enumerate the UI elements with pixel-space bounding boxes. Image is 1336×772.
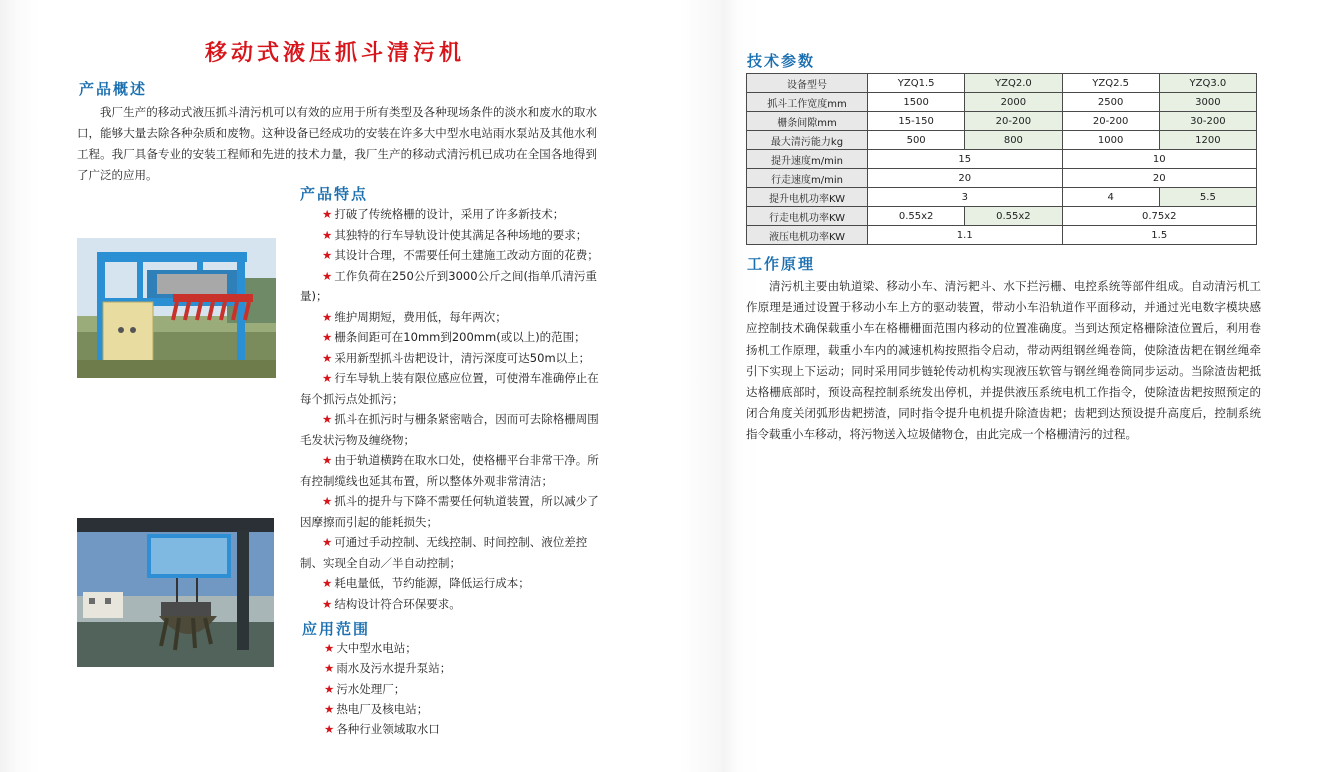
table-cell: 3000 bbox=[1159, 93, 1256, 112]
table-cell: 0.55x2 bbox=[868, 207, 965, 226]
row-label: 液压电机功率KW bbox=[747, 226, 868, 245]
table-cell: 0.55x2 bbox=[965, 207, 1062, 226]
overview-text: 我厂生产的移动式液压抓斗清污机可以有效的应用于所有类型及各种现场条件的淡水和废水的取水口，能够大量去除各种杂质和废物。这种设备已经成功的安装在许多大中型水电站雨水泵站及其他水利工程。我厂具备专业的安装工程师和先进的技术力量，我厂生产的移动式清污机已成功在全国各地得到了广泛的应用。 bbox=[77, 105, 597, 182]
principle-heading: 工作原理 bbox=[747, 255, 816, 273]
row-label: 提升速度m/min bbox=[747, 150, 868, 169]
table-cell: 10 bbox=[1062, 150, 1257, 169]
feature-item: ★ 采用新型抓斗齿耙设计，清污深度可达50m以上； bbox=[322, 350, 591, 365]
table-row bbox=[747, 74, 1257, 93]
table-cell: 1.5 bbox=[1062, 226, 1257, 245]
feature-item: ★ 维护周期短，费用低，每年两次； bbox=[322, 309, 507, 324]
star-icon: ★ bbox=[322, 309, 333, 324]
table-cell: 3 bbox=[868, 188, 1063, 207]
row-label: 最大清污能力kg bbox=[747, 131, 868, 150]
feature-item: ★ 可通过手动控制、无线控制、时间控制、液位差控制、实现全自动／半自动控制； bbox=[300, 535, 588, 570]
table-cell: YZQ3.0 bbox=[1159, 74, 1256, 93]
application-item: ★ 热电厂及核电站； bbox=[324, 701, 429, 716]
table-row bbox=[747, 207, 1257, 226]
feature-item: ★ 其设计合理，不需要任何土建施工改动方面的花费； bbox=[322, 248, 599, 262]
feature-item: ★ 结构设计符合环保要求。 bbox=[322, 596, 461, 611]
machine-photo bbox=[77, 238, 276, 378]
feature-item: ★ 抓斗在抓污时与栅条紧密啮合，因而可去除格栅周围毛发状污物及缠绕物； bbox=[300, 412, 599, 447]
overview-heading: 产品概述 bbox=[79, 80, 148, 98]
table-row bbox=[747, 226, 1257, 245]
feature-item: ★ 打破了传统格栅的设计，采用了许多新技术； bbox=[322, 207, 565, 221]
feature-item: ★ 其独特的行车导轨设计使其满足各种场地的要求； bbox=[322, 227, 588, 242]
table-row bbox=[747, 188, 1257, 207]
star-icon: ★ bbox=[322, 371, 333, 385]
features-heading: 产品特点 bbox=[300, 185, 369, 203]
table-row bbox=[747, 131, 1257, 150]
table-cell: 1500 bbox=[868, 93, 965, 112]
table-row bbox=[747, 112, 1257, 131]
table-cell: 2000 bbox=[965, 93, 1062, 112]
feature-item: ★ 工作负荷在250公斤到3000公斤之间(指单爪清污重量)； bbox=[300, 268, 598, 303]
row-label: 栅条间隙mm bbox=[747, 112, 868, 131]
star-icon: ★ bbox=[322, 412, 333, 426]
star-icon: ★ bbox=[322, 535, 333, 549]
row-label: 设备型号 bbox=[747, 74, 868, 93]
star-icon: ★ bbox=[322, 330, 333, 344]
table-cell: 15 bbox=[868, 150, 1063, 169]
principle-text: 清污机主要由轨道梁、移动小车、清污耙斗、水下拦污栅、电控系统等部件组成。自动清污机工作原理是通过设置于移动小车上方的驱动装置，带动小车沿轨道作平面移动，并通过光电数字模块感应控制技术确保载重小车在格栅栅面范围内移动的位置准确度。当到达预定格栅除渣位置后，利用卷扬机工作原理，载重小车内的减速机构按照指令启动，带动两组钢丝绳卷筒，使除渣齿耙在钢丝绳牵引下实现上下运动；同时采用同步链轮传动机构实现液压软管与钢丝绳卷筒同步运动。当除渣齿耙抵达格栅底部时，预设高程控制系统发出停机，并提供液压系统电机工作指令，使除渣齿耙按照预定的闭合角度关闭弧形齿耙捞渣，同时指令提升电机提升除渣齿耙；齿耙到达预设提升高度后，控制系统指令载重小车移动，将污物送入垃圾储物仓，由此完成一个格栅清污的过程。 bbox=[746, 279, 1261, 442]
star-icon: ★ bbox=[322, 453, 333, 467]
table-cell: 20 bbox=[868, 169, 1063, 188]
table-cell: 500 bbox=[868, 131, 965, 150]
table-row bbox=[747, 93, 1257, 112]
star-icon: ★ bbox=[324, 681, 335, 696]
table-cell: YZQ1.5 bbox=[868, 74, 965, 93]
table-cell: 0.75x2 bbox=[1062, 207, 1257, 226]
star-icon: ★ bbox=[324, 701, 335, 716]
table-cell: YZQ2.5 bbox=[1062, 74, 1159, 93]
feature-item: ★ 栅条间距可在10mm到200mm(或以上)的范围； bbox=[322, 330, 586, 344]
star-icon: ★ bbox=[324, 722, 335, 737]
row-label: 提升电机功率KW bbox=[747, 188, 868, 207]
table-cell: 15-150 bbox=[868, 112, 965, 131]
star-icon: ★ bbox=[322, 576, 333, 590]
table-row bbox=[747, 150, 1257, 169]
application-item: ★ 雨水及污水提升泵站； bbox=[324, 661, 452, 676]
table-cell: 2500 bbox=[1062, 93, 1159, 112]
star-icon: ★ bbox=[322, 248, 333, 262]
feature-item: ★ 抓斗的提升与下降不需要任何轨道装置，所以减少了因摩擦而引起的能耗损失； bbox=[300, 494, 599, 529]
table-row bbox=[747, 169, 1257, 188]
feature-item: ★ 行车导轨上装有限位感应位置，可使滑车准确停止在每个抓污点处抓污； bbox=[300, 371, 599, 406]
table-cell: 5.5 bbox=[1159, 188, 1256, 207]
page-title: 移动式液压抓斗清污机 bbox=[204, 41, 465, 66]
table-cell: 1.1 bbox=[868, 226, 1063, 245]
table-cell: YZQ2.0 bbox=[965, 74, 1062, 93]
application-item: ★ 大中型水电站； bbox=[324, 641, 417, 655]
table-cell: 1000 bbox=[1062, 131, 1159, 150]
star-icon: ★ bbox=[322, 596, 333, 611]
feature-item: ★ 耗电量低，节约能源，降低运行成本； bbox=[322, 576, 530, 590]
feature-item: ★ 由于轨道横跨在取水口处，使格栅平台非常干净。所有控制缆线也延其布置，所以整体外观非常清洁； bbox=[300, 453, 599, 488]
star-icon: ★ bbox=[322, 494, 333, 508]
star-icon: ★ bbox=[322, 268, 333, 283]
operation-photo bbox=[77, 518, 274, 667]
features-list bbox=[300, 204, 602, 614]
table-cell: 800 bbox=[965, 131, 1062, 150]
specs-heading: 技术参数 bbox=[747, 52, 816, 70]
table-cell: 20 bbox=[1062, 169, 1257, 188]
row-label: 抓斗工作宽度mm bbox=[747, 93, 868, 112]
table-cell: 20-200 bbox=[965, 112, 1062, 131]
row-label: 行走速度m/min bbox=[747, 169, 868, 188]
row-label: 行走电机功率KW bbox=[747, 207, 868, 226]
application-item: ★ 污水处理厂； bbox=[324, 681, 406, 696]
star-icon: ★ bbox=[324, 661, 335, 676]
star-icon: ★ bbox=[322, 227, 333, 242]
specs-table bbox=[746, 73, 1257, 245]
table-cell: 30-200 bbox=[1159, 112, 1256, 131]
table-cell: 20-200 bbox=[1062, 112, 1159, 131]
table-cell: 4 bbox=[1062, 188, 1159, 207]
star-icon: ★ bbox=[324, 641, 335, 655]
star-icon: ★ bbox=[322, 350, 333, 365]
star-icon: ★ bbox=[322, 207, 333, 221]
application-item: ★ 各种行业领域取水口 bbox=[324, 722, 440, 737]
table-cell: 1200 bbox=[1159, 131, 1256, 150]
applications-list bbox=[324, 638, 584, 739]
applications-heading: 应用范围 bbox=[302, 620, 371, 638]
